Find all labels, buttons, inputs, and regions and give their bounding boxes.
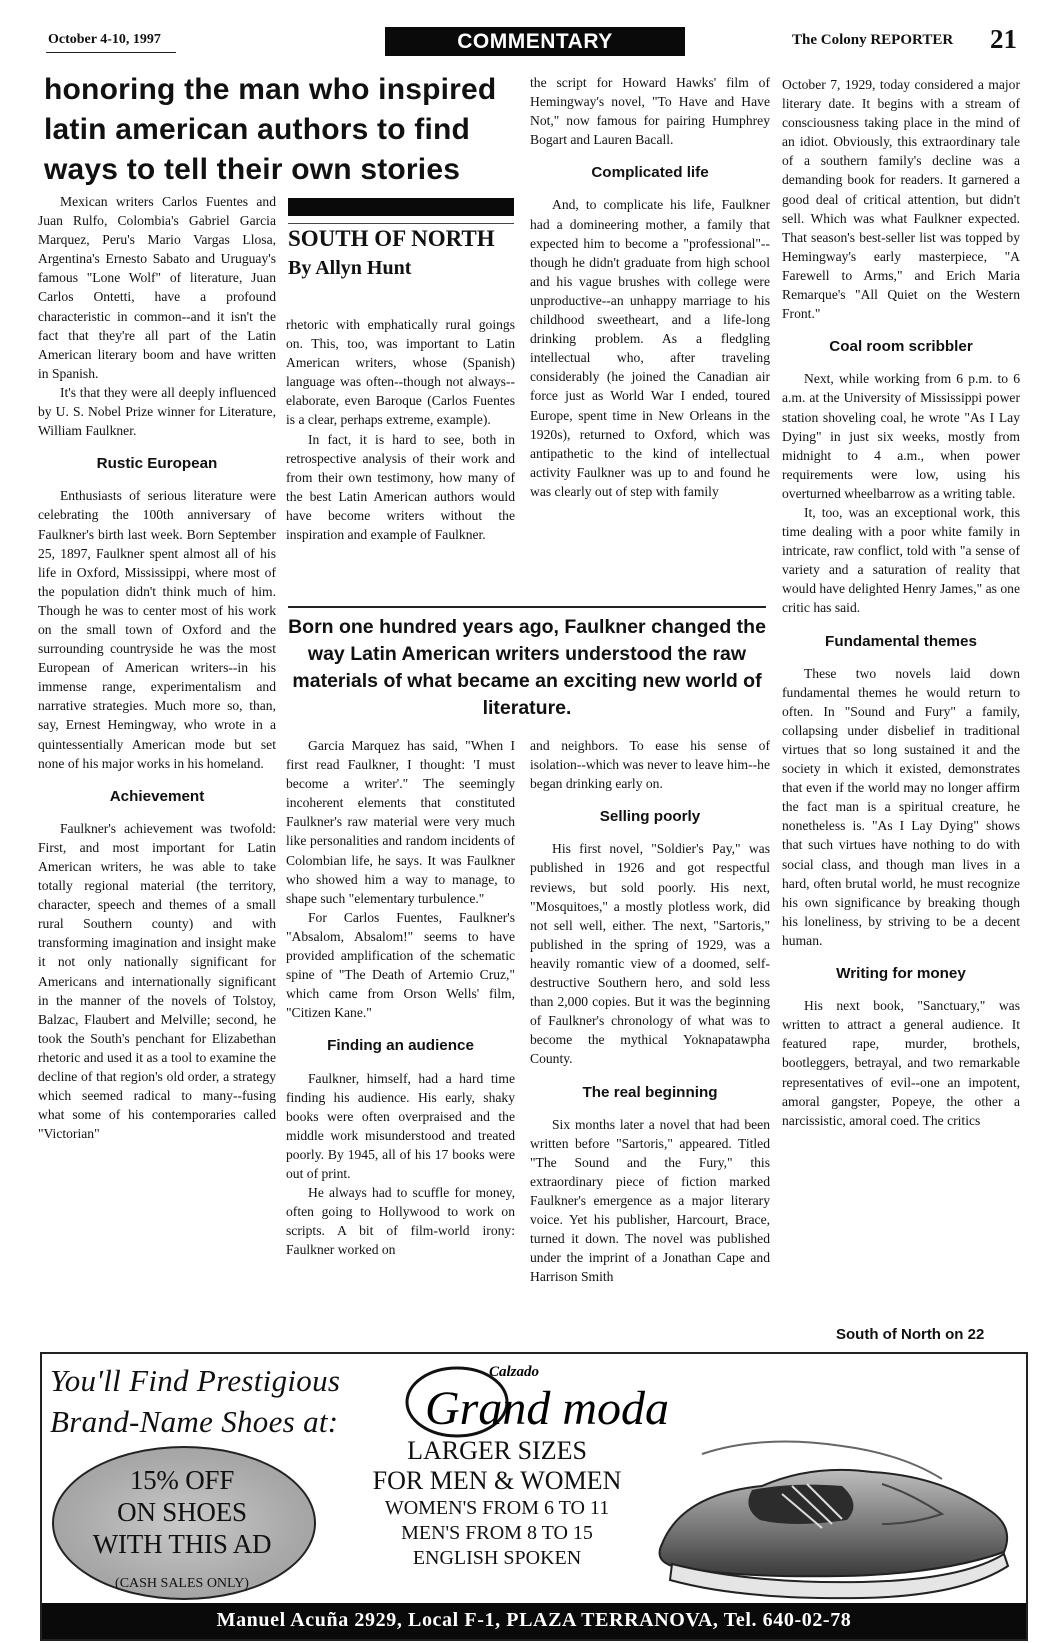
- byline-rule: [288, 223, 514, 224]
- byline-bar: [288, 198, 514, 216]
- continuation-note: South of North on 22: [836, 1326, 985, 1343]
- size-line: FOR MEN & WOMEN: [372, 1466, 622, 1495]
- column-4: [782, 75, 1020, 1130]
- subhead: Complicated life: [591, 164, 709, 182]
- paragraph: Enthusiasts of serious literature were celebrating the 100th anniversary of Faulkner's birth last week. Born September 25, 1897, Faulkner spent almost all of his life in Oxford, Mississippi, where most of the population didn't think much of him. Though he was to center most of his work on the small town of Oxford and the surrounding countryside he was the most European of American writers--in his immense range, experimentalism and narrative strategies. Much more so, than, say, Ernest Hemingway, who wrote in a quintessentially American mode but set none of his major works in his homeland.: [38, 488, 276, 771]
- ad-tagline: You'll Find Prestigious Brand-Name Shoes at:: [50, 1363, 341, 1439]
- paragraph: and neighbors. To ease his sense of isolation--which was never to leave him--he began drinking early on.: [530, 738, 770, 792]
- size-line: ENGLISH SPOKEN: [412, 1547, 582, 1569]
- logo-text: Grand moda: [425, 1382, 670, 1435]
- paragraph: It, too, was an exceptional work, this time dealing with a poor white family in intricate, raw conflict, told with "a sense of variety and a saturation of reality that would have delighted Henry James," as one critic has said.: [782, 504, 1020, 616]
- column-3-bottom: [530, 736, 770, 1286]
- page-number: 21: [990, 24, 1017, 54]
- pull-quote-rule: [288, 606, 766, 608]
- size-line: WOMEN'S FROM 6 TO 11: [384, 1497, 610, 1519]
- paragraph: Garcia Marquez has said, "When I first read Faulkner, I thought: 'I must become a writer'." The seemingly incoherent elements that constituted Faulkner's raw material were very much like personalities and random incidents of Colombian life, he says. It was Faulkner who showed him a way to manage, to shape such "elementary turbulence.": [286, 738, 515, 906]
- paragraph: rhetoric with emphatically rural goings on. This, too, was important to Latin American writers, whose (Spanish) language was often--though not always--elaborate, even Baroque (Carlos Fuentes is a clear, perhaps extreme, example).: [286, 317, 515, 428]
- paragraph: the script for Howard Hawks' film of Hemingway's novel, "To Have and Have Not," now famous for pairing Humphrey Bogart and Lauren Bacall.: [530, 75, 770, 148]
- header-rule: [46, 52, 176, 53]
- paragraph: It's that they were all deeply influenced by U. S. Nobel Prize winner for Literature, William Faulkner.: [38, 384, 276, 439]
- column-2-top: [286, 315, 515, 544]
- paragraph: October 7, 1929, today considered a major literary date. It begins with a stream of consciousness taking place in the mind of an idiot. Obviously, this extraordinary tale of a southern family's decline was a demanding book for readers. It garnered a good deal of critical attention, but didn't sell. Which was what Faulkner expected. That season's best-seller list was topped by Hemingway's early masterpiece, "A Farewell to Arms," and Erich Maria Remarque's "All Quiet on the Western Front.": [782, 77, 1020, 322]
- subhead: Rustic European: [96, 455, 218, 473]
- paragraph: For Carlos Fuentes, Faulkner's "Absalom, Absalom!" seems to have provided amplification of the schematic spine of "The Death of Artemio Cruz," which came from Orson Wells' film, "Citizen Kane.": [286, 909, 515, 1021]
- column-2-bottom: [286, 736, 515, 1259]
- subhead: Finding an audience: [327, 1037, 474, 1055]
- size-info: [317, 1436, 677, 1571]
- size-line: LARGER SIZES: [407, 1436, 587, 1465]
- paragraph: Six months later a novel that had been written before "Sartoris," appeared. Titled "The Sound and the Fury," this extraordinary piece of fiction marked Faulkner's emergence as a major literary voice. Yet his publisher, Harcourt, Brace, turned it down. The novel was published under the imprint of a Jonathan Cape and Harrison Smith: [530, 1116, 770, 1285]
- paragraph: In fact, it is hard to see, both in retrospective analysis of their work and from their own testimony, how many of the best Latin American authors would have become writers without the inspiration and example of Faulkner.: [286, 431, 515, 543]
- paragraph: His first novel, "Soldier's Pay," was published in 1926 and got respectful reviews, but sold poorly. His next, "Mosquitoes," a mostly plotless work, did not sell well, either. The next, "Sartoris," published in the spring of 1929, was a heavily romantic view of a doomed, self-destructive Southern hero, and sold less than 2,000 copies. But it was the beginning of Faulkner's chronology of what was to become the mythical Yoknapatawpha County.: [530, 841, 770, 1067]
- column-3-top: [530, 73, 770, 501]
- discount-condition: (CASH SALES ONLY): [115, 1576, 249, 1591]
- discount-line: 15% OFF: [129, 1465, 235, 1495]
- shoe-store-advertisement: [40, 1352, 1028, 1641]
- column-title: SOUTH OF NORTH: [288, 226, 495, 251]
- column-1: [38, 192, 276, 1143]
- paragraph: Faulkner, himself, had a hard time finding his audience. His early, shaky books were often overpraised and the middle work misunderstood and treated poorly. By 1945, all of his 17 books were out of print.: [286, 1070, 515, 1181]
- logo-small-text: Calzado: [489, 1364, 540, 1380]
- subhead: Achievement: [109, 787, 205, 805]
- paragraph: His next book, "Sanctuary," was written to attract a general audience. It featured rape, murder, brothels, bootleggers, betrayal, and two remarkable representatives of evil--one an impotent, amoral gangster, Popeye, the other a narcissistic, amoral coed. The critics: [782, 998, 1020, 1128]
- section-banner: COMMENTARY: [385, 27, 685, 56]
- issue-date: October 4-10, 1997: [48, 32, 161, 47]
- subhead: The real beginning: [582, 1083, 718, 1101]
- paragraph: Faulkner's achievement was twofold: First, and most important for Latin American writers, he was able to take totally regional material (the territory, character, speech and themes of a small rural Southern county) and with transforming imagination and insight make it not only nationally significant for Americans and internationally significant in the manner of the novels of Tolstoy, Balzac, Flaubert and Melville; second, he took the South's penchant for Elizabethan rhetoric and used it as a tool to examine the decline of that region's old order, a strategy which seemed radical to many--fusing what some of his contemporaries called "Victorian": [38, 820, 276, 1142]
- shoe-illustration: [642, 1424, 1022, 1604]
- paragraph: He always had to scuffle for money, often going to Hollywood to work on scripts. A bit of film-world irony: Faulkner worked on: [286, 1185, 515, 1258]
- subhead: Coal room scribbler: [829, 338, 973, 356]
- paragraph: And, to complicate his life, Faulkner had a domineering mother, a family that expected him to become a "professional"--though he didn't graduate from high school and his vague brushes with college were unproductive--an unhappy marriage to his childhood sweetheart, and a life-long drinking problem. As a fledgling intellectual who, after traveling considerably (he joined the Canadian air force just as World War I ended, toured Europe, spent time in New Orleans in the 1920s), returned to Oxford, which was antipathetic to the kind of intellectual activity Faulkner was up to and found he was clearly out of step with family: [530, 197, 770, 499]
- subhead: Selling poorly: [599, 808, 701, 826]
- subhead: Fundamental themes: [825, 632, 977, 650]
- paragraph: These two novels laid down fundamental themes he would return to often. In "Sound and Fury" a family, collapsing under disbelief in traditional virtues that so long sustained it and the society in which it existed, demonstrates that even if the world may no longer affirm the fact man is a spiritual creature, he nonetheless is. "As I Lay Dying" shows that such virtues have nothing to do with social class, and though man lives in a hard, often brutal world, he must recognize his own significance by breaking though his loneliness, by striving to be a decent human.: [782, 665, 1020, 948]
- headline: honoring the man who inspired latin american authors to find ways to tell their own stories: [44, 73, 497, 186]
- discount-line: WITH THIS AD: [92, 1529, 272, 1559]
- paragraph: Mexican writers Carlos Fuentes and Juan Rulfo, Colombia's Gabriel Garcia Marquez, Peru's Mario Vargas Llosa, Argentina's Ernesto Sabato and Uruguay's famous "Lone Wolf" of literature, Juan Carlos Ontetti, have a profound characteristic in common--and it isn't the fact that they're all part of the Latin American literary boom and have written in Spanish.: [38, 194, 276, 381]
- paper-name: The Colony REPORTER: [792, 32, 954, 48]
- paragraph: Next, while working from 6 p.m. to 6 a.m. at the University of Mississippi power station shoveling coal, he wrote "As I Lay Dying" in just six weeks, mostly from midnight to 4 a.m., when power requirements were low, using his overturned wheelbarrow as a writing table.: [782, 371, 1020, 501]
- pull-quote: Born one hundred years ago, Faulkner changed the way Latin American writers understood the raw materials of what became an exciting new world of literature.: [288, 616, 766, 719]
- author-byline: By Allyn Hunt: [288, 257, 412, 279]
- subhead: Writing for money: [836, 965, 966, 983]
- discount-text: [52, 1464, 312, 1560]
- discount-line: ON SHOES: [117, 1497, 247, 1527]
- store-address: Manuel Acuña 2929, Local F-1, PLAZA TERRANOVA, Tel. 640-02-78: [42, 1603, 1026, 1639]
- size-line: MEN'S FROM 8 TO 15: [401, 1522, 593, 1544]
